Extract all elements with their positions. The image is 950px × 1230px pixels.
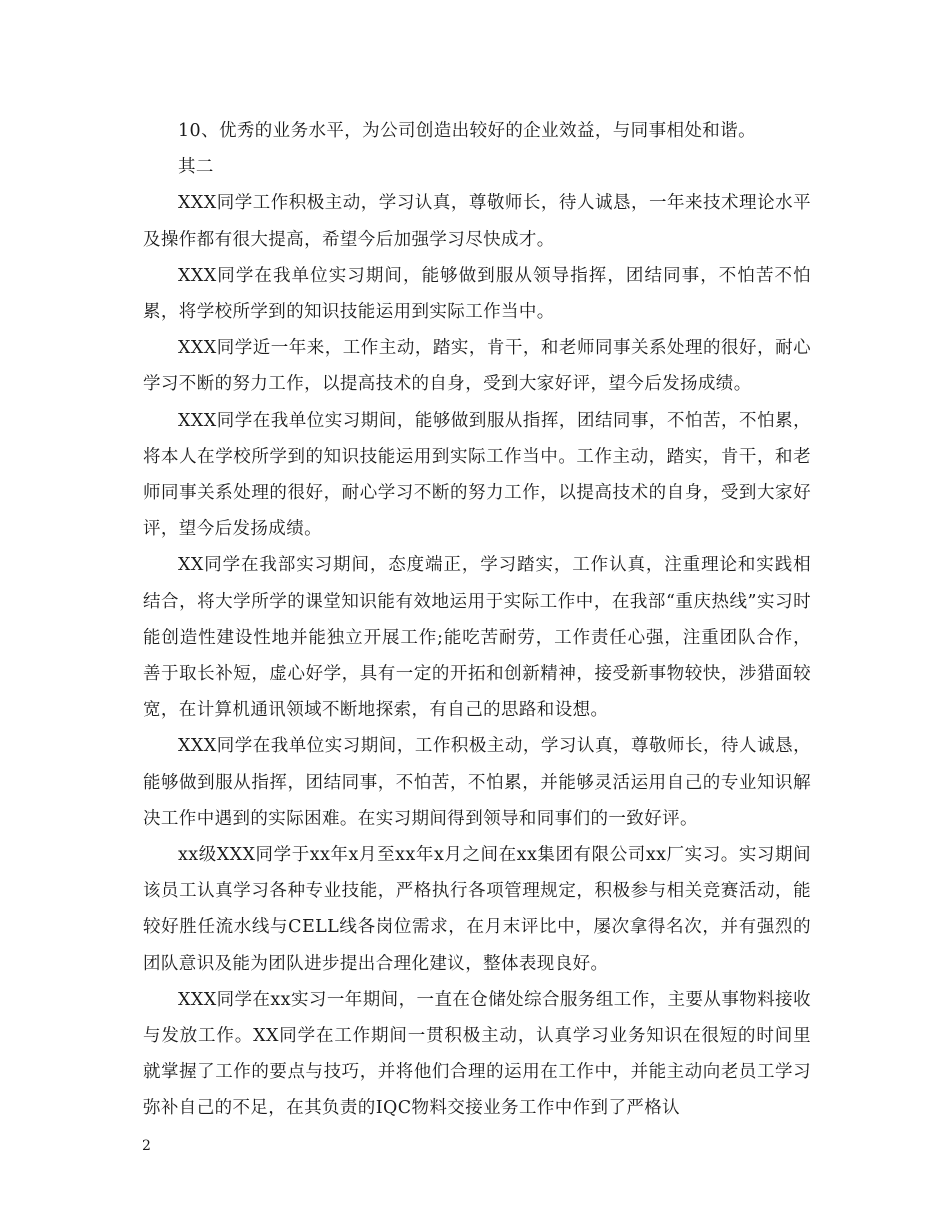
paragraph-item: xx级XXX同学于xx年x月至xx年x月之间在xx集团有限公司xx厂实习。实习期间该员工认真学习各种专业技能，严格执行各项管理规定，积极参与相关竞赛活动，能较好胜任流水线与CELL线各岗位需求，在月末评比中，屡次拿得名次，并有强烈的团队意识及能为团队进步提出合理化建议，整体表现良好。: [143, 845, 811, 974]
page-number: 2: [142, 1138, 151, 1154]
document-body: [143, 113, 811, 1127]
paragraph-item: XXX同学工作积极主动，学习认真，尊敬师长，待人诚恳，一年来技术理论水平及操作都有很大提高，希望今后加强学习尽快成才。: [143, 193, 811, 250]
paragraph-item: 10、优秀的业务水平，为公司创造出较好的企业效益，与同事相处和谐。: [178, 121, 756, 141]
paragraph-item: XXX同学在我单位实习期间，能够做到服从领导指挥，团结同事，不怕苦不怕累，将学校所学到的知识技能运用到实际工作当中。: [143, 265, 811, 323]
paragraph-item: XXX同学在我单位实习期间，能够做到服从指挥，团结同事，不怕苦，不怕累，将本人在学校所学到的知识技能运用到实际工作当中。工作主动，踏实，肯干，和老师同事关系处理的很好，耐心学习不断的努力工作，以提高技术的自身，受到大家好评，望今后发扬成绩。: [143, 410, 811, 540]
paragraph-heading: 其二: [178, 157, 214, 178]
paragraph-item: XX同学在我部实习期间，态度端正，学习踏实，工作认真，注重理论和实践相结合，将大学所学的课堂知识能有效地运用于实际工作中，在我部“重庆热线”实习时能创造性建设性地并能独立开展工作;能吃苦耐劳，工作责任心强，注重团队合作，善于取长补短，虚心好学，具有一定的开拓和创新精神，接受新事物较快，涉猎面较宽，在计算机通讯领域不断地探索，有自己的思路和设想。: [143, 555, 811, 721]
paragraph-item: XXX同学在xx实习一年期间，一直在仓储处综合服务组工作，主要从事物料接收与发放工作。XX同学在工作期间一贯积极主动，认真学习业务知识在很短的时间里就掌握了工作的要点与技巧，并将他们合理的运用在工作中，并能主动向老员工学习弥补自己的不足，在其负责的IQC物料交接业务工作中作到了严格认: [143, 989, 811, 1119]
paragraph-item: XXX同学近一年来，工作主动，踏实，肯干，和老师同事关系处理的很好，耐心学习不断的努力工作，以提高技术的自身，受到大家好评，望今后发扬成绩。: [143, 338, 811, 395]
paragraph-item: XXX同学在我单位实习期间，工作积极主动，学习认真，尊敬师长，待人诚恳，能够做到服从指挥，团结同事，不怕苦，不怕累，并能够灵活运用自己的专业知识解决工作中遇到的实际困难。在实习期间得到领导和同事们的一致好评。: [143, 736, 811, 829]
